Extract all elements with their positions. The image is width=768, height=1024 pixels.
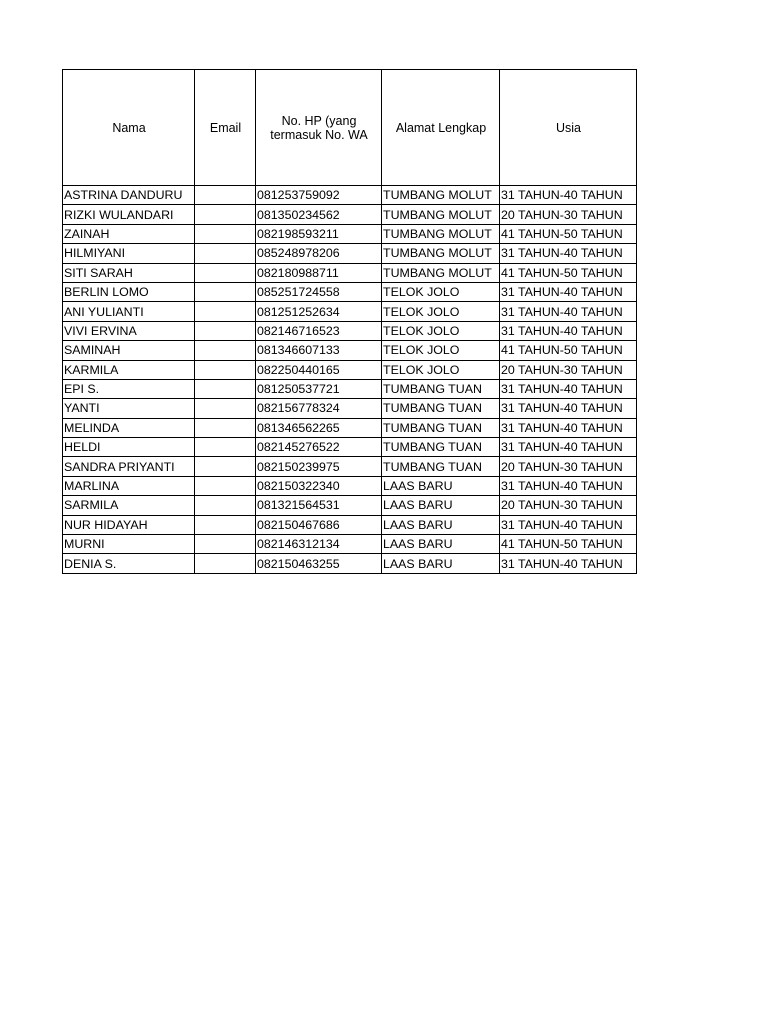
header-nama: Nama [63, 70, 195, 186]
cell-alamat: TUMBANG TUAN [382, 399, 500, 418]
cell-email [195, 457, 256, 476]
cell-alamat: TELOK JOLO [382, 360, 500, 379]
cell-usia: 31 TAHUN-40 TAHUN [500, 244, 637, 263]
cell-email [195, 321, 256, 340]
cell-usia: 31 TAHUN-40 TAHUN [500, 438, 637, 457]
cell-nama: HILMIYANI [63, 244, 195, 263]
header-no-hp [256, 70, 382, 186]
cell-alamat: TUMBANG MOLUT [382, 205, 500, 224]
cell-nama: EPI S. [63, 379, 195, 398]
cell-nama: HELDI [63, 438, 195, 457]
table-row [63, 282, 637, 301]
cell-alamat: TELOK JOLO [382, 321, 500, 340]
cell-alamat: LAAS BARU [382, 554, 500, 573]
cell-nama: SITI SARAH [63, 263, 195, 282]
cell-alamat: TUMBANG MOLUT [382, 244, 500, 263]
header-row [63, 70, 637, 186]
cell-nama: ANI YULIANTI [63, 302, 195, 321]
table-row [63, 321, 637, 340]
cell-hp: 085248978206 [256, 244, 382, 263]
header-no-hp-line1: No. HP (yang [281, 113, 357, 128]
table-row [63, 399, 637, 418]
cell-nama: YANTI [63, 399, 195, 418]
cell-hp: 082150463255 [256, 554, 382, 573]
cell-usia: 31 TAHUN-40 TAHUN [500, 186, 637, 205]
cell-nama: DENIA S. [63, 554, 195, 573]
header-email: Email [195, 70, 256, 186]
cell-usia: 31 TAHUN-40 TAHUN [500, 515, 637, 534]
cell-hp: 085251724558 [256, 282, 382, 301]
cell-alamat: TUMBANG TUAN [382, 438, 500, 457]
table-row [63, 418, 637, 437]
cell-email [195, 244, 256, 263]
cell-usia: 41 TAHUN-50 TAHUN [500, 224, 637, 243]
cell-email [195, 515, 256, 534]
table-row [63, 341, 637, 360]
cell-alamat: TELOK JOLO [382, 302, 500, 321]
cell-nama: SARMILA [63, 496, 195, 515]
header-usia: Usia [500, 70, 637, 186]
cell-hp: 081346562265 [256, 418, 382, 437]
cell-alamat: LAAS BARU [382, 476, 500, 495]
table-row [63, 496, 637, 515]
table-row [63, 224, 637, 243]
cell-nama: BERLIN LOMO [63, 282, 195, 301]
cell-nama: KARMILA [63, 360, 195, 379]
table-row [63, 535, 637, 554]
cell-alamat: TELOK JOLO [382, 341, 500, 360]
cell-hp: 082198593211 [256, 224, 382, 243]
cell-nama: ASTRINA DANDURU [63, 186, 195, 205]
cell-usia: 31 TAHUN-40 TAHUN [500, 476, 637, 495]
table-row [63, 438, 637, 457]
cell-hp: 081251252634 [256, 302, 382, 321]
cell-email [195, 263, 256, 282]
cell-alamat: LAAS BARU [382, 496, 500, 515]
table-row [63, 476, 637, 495]
cell-usia: 20 TAHUN-30 TAHUN [500, 360, 637, 379]
cell-email [195, 379, 256, 398]
table-row [63, 186, 637, 205]
cell-nama: MARLINA [63, 476, 195, 495]
cell-hp: 082150239975 [256, 457, 382, 476]
cell-alamat: TUMBANG MOLUT [382, 263, 500, 282]
cell-email [195, 224, 256, 243]
cell-hp: 081250537721 [256, 379, 382, 398]
table-row [63, 457, 637, 476]
cell-usia: 41 TAHUN-50 TAHUN [500, 341, 637, 360]
header-no-hp-line2: termasuk No. WA [270, 127, 368, 142]
cell-email [195, 186, 256, 205]
table-row [63, 515, 637, 534]
cell-email [195, 282, 256, 301]
table-row [63, 263, 637, 282]
cell-usia: 41 TAHUN-50 TAHUN [500, 263, 637, 282]
cell-usia: 31 TAHUN-40 TAHUN [500, 282, 637, 301]
cell-usia: 31 TAHUN-40 TAHUN [500, 554, 637, 573]
cell-usia: 31 TAHUN-40 TAHUN [500, 321, 637, 340]
cell-hp: 082150322340 [256, 476, 382, 495]
cell-alamat: LAAS BARU [382, 535, 500, 554]
cell-usia: 20 TAHUN-30 TAHUN [500, 205, 637, 224]
cell-hp: 082146312134 [256, 535, 382, 554]
cell-email [195, 341, 256, 360]
cell-alamat: TUMBANG TUAN [382, 379, 500, 398]
table-row [63, 554, 637, 573]
cell-usia: 31 TAHUN-40 TAHUN [500, 418, 637, 437]
cell-email [195, 535, 256, 554]
cell-hp: 082146716523 [256, 321, 382, 340]
cell-nama: SAMINAH [63, 341, 195, 360]
cell-hp: 081346607133 [256, 341, 382, 360]
table-row [63, 302, 637, 321]
cell-email [195, 302, 256, 321]
cell-usia: 31 TAHUN-40 TAHUN [500, 302, 637, 321]
cell-email [195, 399, 256, 418]
header-alamat: Alamat Lengkap [382, 70, 500, 186]
cell-email [195, 418, 256, 437]
cell-usia: 41 TAHUN-50 TAHUN [500, 535, 637, 554]
cell-hp: 082180988711 [256, 263, 382, 282]
cell-email [195, 554, 256, 573]
cell-alamat: TUMBANG TUAN [382, 457, 500, 476]
cell-usia: 31 TAHUN-40 TAHUN [500, 379, 637, 398]
table-row [63, 244, 637, 263]
cell-nama: RIZKI WULANDARI [63, 205, 195, 224]
cell-nama: ZAINAH [63, 224, 195, 243]
cell-hp: 082145276522 [256, 438, 382, 457]
table-row [63, 205, 637, 224]
cell-hp: 081321564531 [256, 496, 382, 515]
cell-hp: 081350234562 [256, 205, 382, 224]
cell-nama: SANDRA PRIYANTI [63, 457, 195, 476]
table-body [63, 186, 637, 574]
cell-email [195, 360, 256, 379]
cell-alamat: TELOK JOLO [382, 282, 500, 301]
cell-alamat: TUMBANG MOLUT [382, 186, 500, 205]
cell-hp: 082150467686 [256, 515, 382, 534]
cell-hp: 082250440165 [256, 360, 382, 379]
cell-hp: 081253759092 [256, 186, 382, 205]
cell-usia: 20 TAHUN-30 TAHUN [500, 496, 637, 515]
cell-alamat: TUMBANG TUAN [382, 418, 500, 437]
cell-email [195, 496, 256, 515]
cell-alamat: LAAS BARU [382, 515, 500, 534]
cell-email [195, 438, 256, 457]
cell-nama: MELINDA [63, 418, 195, 437]
cell-nama: NUR HIDAYAH [63, 515, 195, 534]
data-table [62, 69, 637, 574]
cell-hp: 082156778324 [256, 399, 382, 418]
cell-usia: 31 TAHUN-40 TAHUN [500, 399, 637, 418]
cell-nama: VIVI ERVINA [63, 321, 195, 340]
cell-alamat: TUMBANG MOLUT [382, 224, 500, 243]
cell-usia: 20 TAHUN-30 TAHUN [500, 457, 637, 476]
cell-nama: MURNI [63, 535, 195, 554]
cell-email [195, 476, 256, 495]
table-row [63, 360, 637, 379]
cell-email [195, 205, 256, 224]
table-row [63, 379, 637, 398]
